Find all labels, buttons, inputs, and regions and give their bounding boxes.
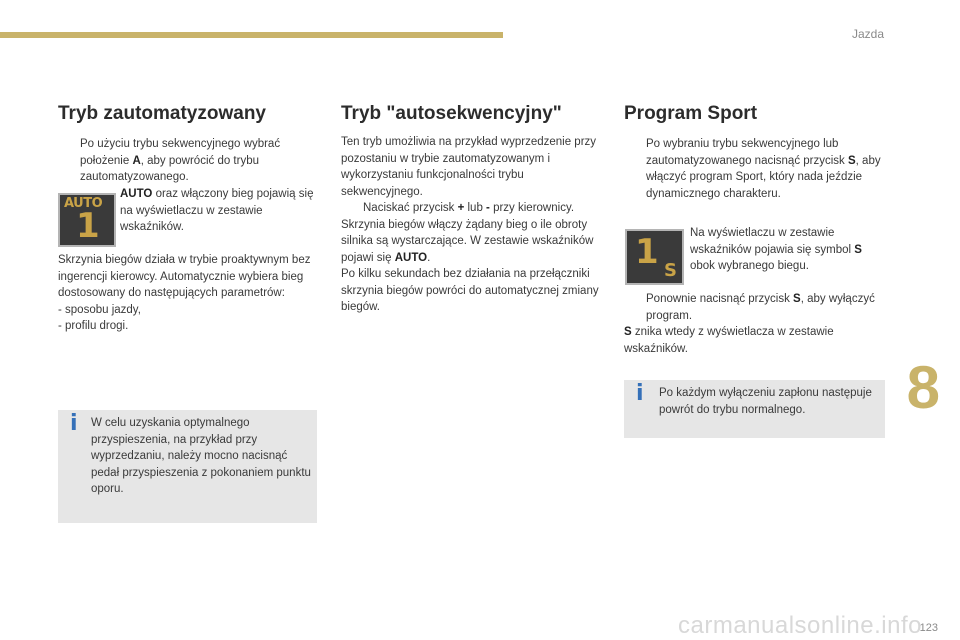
col3-bullet-1: Po wybraniu trybu sekwencyjnego lub zautomatyzowanego nacisnąć przycisk S, aby włączyć program Sport, który nada jeździe dynamicznego charakteru.	[646, 138, 881, 200]
sport-gear-indicator-icon: 1 S	[625, 229, 684, 285]
info-icon: i	[70, 411, 78, 436]
section-label: Jazda	[851, 27, 884, 41]
heading-sport-program: Program Sport	[624, 103, 758, 124]
col2-content: Ten tryb umożliwia na przykład wyprzedzenie przy pozostaniu w trybie zautomatyzowanym i wykorzystaniu funkcjonalności trybu sekwencyjnego. Naciskać przycisk + lub - przy kierownicy. Skrzynia biegów włączy żądany bieg o ile obroty silnika są wystarczające. W zestawie wskaźników pojawi się AUTO. Po kilku sekundach bez działania na przełączniki skrzynia biegów powróci do automatycznej zmiany biegów.	[341, 136, 599, 313]
list-item: - sposobu jazdy,	[58, 303, 141, 316]
info-box-ignition	[624, 380, 885, 438]
col1-auto-note: AUTO oraz włączony bieg pojawią się na wyświetlaczu w zestawie wskaźników.	[120, 188, 314, 233]
col3-display-note: Na wyświetlaczu w zestawie wskaźników pojawia się symbol S obok wybranego biegu.	[690, 227, 862, 272]
info-box-acceleration	[58, 410, 317, 523]
col1-paragraph: Skrzynia biegów działa w trybie proaktywnym bez ingerencji kierowcy. Automatycznie wybiera bieg dostosowany do następujących parametrów: - sposobu jazdy, - profilu drogi.	[58, 252, 316, 335]
info-text: W celu uzyskania optymalnego przyspieszenia, na przykład przy wyprzedzaniu, należy mocno nacisnąć pedał przyspieszenia z pokonaniem punktu oporu.	[91, 417, 311, 495]
auto-gear-indicator-icon: AUTO 1	[58, 193, 116, 247]
info-text: Po każdym wyłączeniu zapłonu następuje powrót do trybu normalnego.	[659, 387, 872, 416]
page-number: 123	[919, 621, 938, 634]
col1-bullet-1: Po użyciu trybu sekwencyjnego wybrać położenie A, aby powrócić do trybu zautomatyzowanego.	[80, 138, 281, 183]
header-accent-bar	[0, 32, 503, 38]
watermark: carmanualsonline.info	[678, 611, 922, 639]
chapter-number: 8	[906, 354, 940, 421]
info-icon: i	[636, 381, 644, 406]
heading-autosequential-mode: Tryb "autosekwencyjny"	[341, 103, 562, 124]
heading-automated-mode: Tryb zautomatyzowany	[58, 103, 266, 124]
list-item: - profilu drogi.	[58, 320, 129, 332]
col3-bullet-2: Ponownie nacisnąć przycisk S, aby wyłączyć program. S znika wtedy z wyświetlacza w zestawie wskaźników.	[624, 293, 875, 355]
